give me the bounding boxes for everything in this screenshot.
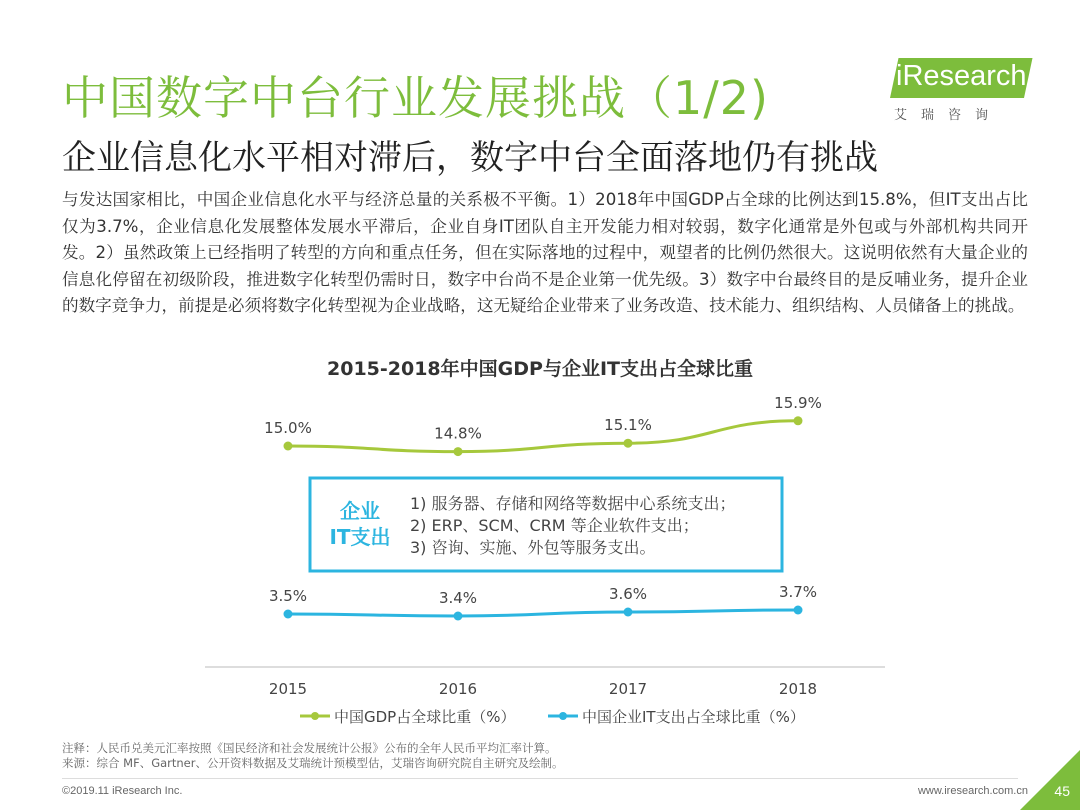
data-point (454, 447, 463, 456)
data-label: 3.7% (778, 583, 818, 601)
legend-label: 中国GDP占全球比重（%） (334, 708, 516, 726)
data-label: 3.5% (268, 587, 308, 605)
annotation-item: 2) ERP、SCM、CRM 等企业软件支出； (410, 516, 699, 535)
data-point (794, 416, 803, 425)
data-point (624, 439, 633, 448)
legend-swatch-dot (559, 712, 567, 720)
annotation-heading: IT支出 (329, 525, 391, 549)
data-label: 3.4% (438, 589, 478, 607)
page-subtitle: 企业信息化水平相对滞后，数字中台全面落地仍有挑战 (62, 138, 878, 178)
footer-website: www.iresearch.com.cn (917, 785, 1028, 797)
logo-subtitle: 艾瑞咨询 (894, 108, 1003, 123)
footer-copyright: ©2019.11 iResearch Inc. (62, 785, 183, 797)
logo-brand: iResearch (896, 60, 1027, 92)
legend-label: 中国企业IT支出占全球比重（%） (582, 708, 805, 726)
body-paragraph: 与发达国家相比，中国企业信息化水平与经济总量的关系极不平衡。1）2018年中国GDP占全球的比例达到15.8%，但IT支出占比仅为3.7%，企业信息化发展整体发展水平滞后，企业自身IT团队自主开发能力相对较弱，数字化通常是外包或与外部机构共同开发。2）虽然政策上已经指明了转型的方向和重点任务，但在实际落地的过程中，观望者的比例仍然很大。这说明依然有大量企业的信息化停留在初级阶段，推进数字化转型仍需时日，数字中台尚不是企业第一优先级。3）数字中台最终目的是反哺业务，提升企业的数字竞争力，前提是必须将数字化转型视为企业战略，这无疑给企业带来了业务改造、技术能力、组织结构、人员储备上的挑战。 (62, 190, 1028, 315)
page-title: 中国数字中台行业发展挑战（1/2) (62, 71, 769, 125)
series-line (288, 610, 798, 616)
annotation-item: 1) 服务器、存储和网络等数据中心系统支出； (410, 494, 736, 513)
x-tick-label: 2017 (608, 680, 648, 698)
annotation-heading: 企业 (340, 499, 380, 523)
chart-note: 注释：人民币兑美元汇率按照《国民经济和社会发展统计公报》公布的全年人民币平均汇率计算。 (62, 741, 557, 755)
x-tick-label: 2015 (268, 680, 308, 698)
chart-source: 来源：综合 MF、Gartner、公开资料数据及艾瑞统计预模型估，艾瑞咨询研究院自主研究及绘制。 (62, 756, 564, 770)
data-point (284, 610, 293, 619)
data-point (284, 442, 293, 451)
data-label: 15.9% (774, 393, 822, 412)
data-point (794, 606, 803, 615)
legend-swatch-dot (311, 712, 319, 720)
data-label: 15.1% (604, 416, 652, 435)
x-tick-label: 2018 (778, 680, 818, 698)
footer-divider (62, 778, 1018, 779)
chart-title: 2015-2018年中国GDP与企业IT支出占全球比重 (327, 358, 753, 380)
page-corner (1020, 750, 1080, 810)
data-label: 3.6% (608, 585, 648, 603)
page-corner-triangle (1020, 750, 1080, 810)
series-line (288, 421, 798, 452)
page-number: 45 (1054, 783, 1070, 799)
data-label: 15.0% (264, 419, 312, 437)
x-tick-label: 2016 (438, 680, 478, 698)
data-point (454, 612, 463, 621)
data-label: 14.8% (434, 424, 482, 443)
annotation-item: 3) 咨询、实施、外包等服务支出。 (410, 538, 656, 557)
data-point (624, 608, 633, 617)
